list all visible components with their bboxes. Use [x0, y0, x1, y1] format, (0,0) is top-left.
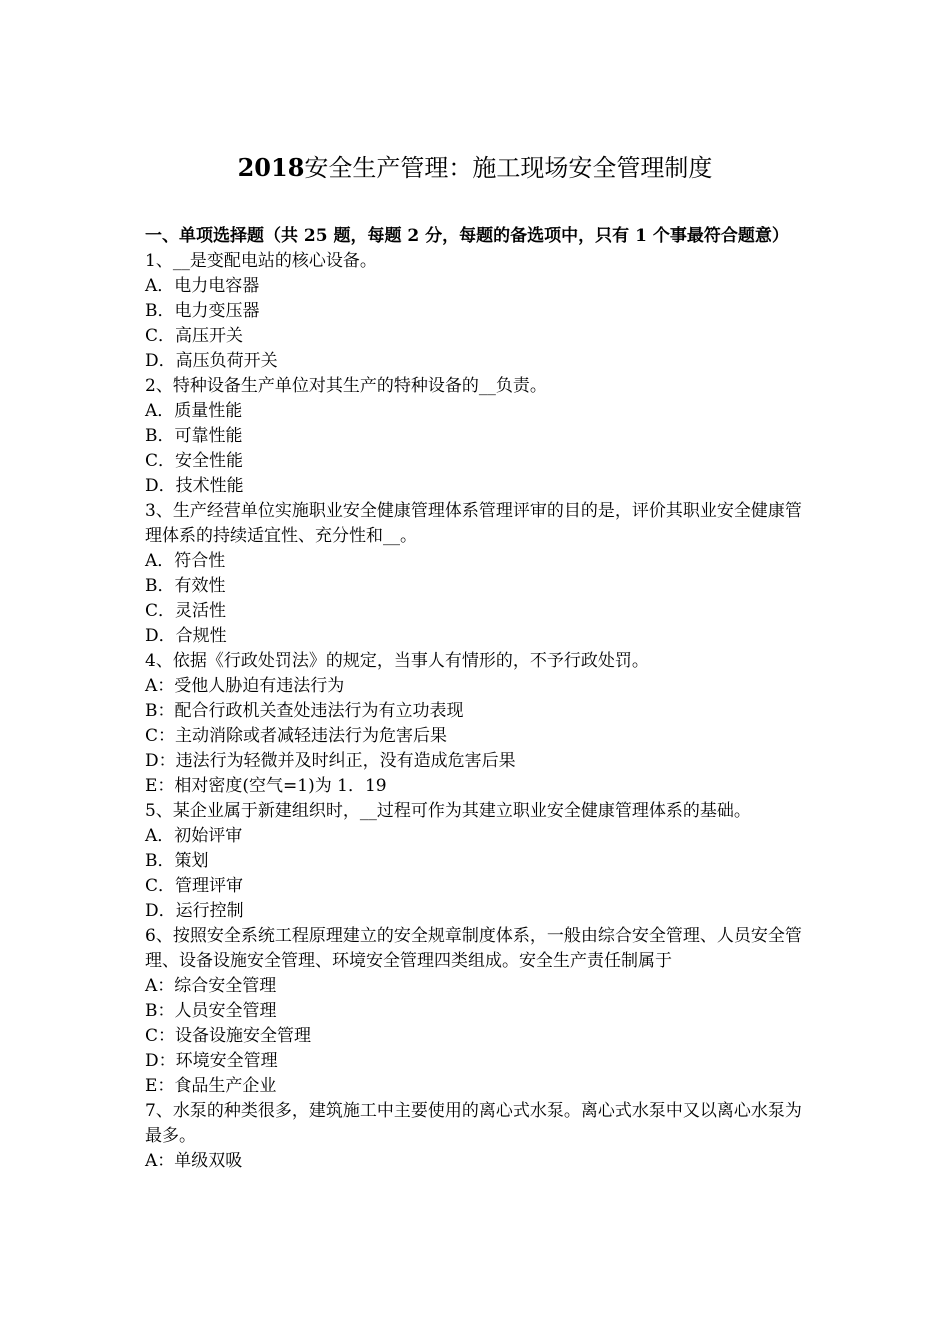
- document-body: [145, 224, 810, 1174]
- question-stem: 4、依据《行政处罚法》的规定，当事人有情形的，不予行政处罚。: [145, 651, 649, 671]
- answer-option: D：违法行为轻微并及时纠正，没有造成危害后果: [145, 751, 516, 771]
- question-stem: 5、某企业属于新建组织时，__过程可作为其建立职业安全健康管理体系的基础。: [145, 801, 751, 821]
- answer-option: A．符合性: [145, 551, 226, 571]
- answer-option: C：主动消除或者减轻违法行为危害后果: [145, 726, 448, 746]
- question-stem: 1、__是变配电站的核心设备。: [145, 251, 377, 271]
- answer-option: D．合规性: [145, 626, 227, 646]
- document-title: [0, 152, 950, 184]
- answer-option: B．可靠性能: [145, 426, 243, 446]
- question-stem: 6、按照安全系统工程原理建立的安全规章制度体系，一般由综合安全管理、人员安全管理、设备设施安全管理、环境安全管理四类组成。安全生产责任制属于: [145, 926, 802, 971]
- answer-option: A．质量性能: [145, 401, 243, 421]
- answer-option: D．运行控制: [145, 901, 244, 921]
- title-text: 安全生产管理：施工现场安全管理制度: [304, 154, 713, 182]
- answer-option: A．初始评审: [145, 826, 243, 846]
- answer-option: D．技术性能: [145, 476, 244, 496]
- answer-option: C．管理评审: [145, 876, 244, 896]
- answer-option: B．有效性: [145, 576, 226, 596]
- answer-option: C．高压开关: [145, 326, 244, 346]
- answer-option: A：单级双吸: [145, 1151, 243, 1171]
- answer-option: A．电力电容器: [145, 276, 260, 296]
- answer-option: A：受他人胁迫有违法行为: [145, 676, 345, 696]
- title-year: 2018: [237, 153, 305, 182]
- answer-option: B．电力变压器: [145, 301, 260, 321]
- question-stem: 2、特种设备生产单位对其生产的特种设备的__负责。: [145, 376, 547, 396]
- answer-option: B：配合行政机关查处违法行为有立功表现: [145, 701, 464, 721]
- section-heading: 一、单项选择题（共 25 题，每题 2 分，每题的备选项中，只有 1 个事最符合题意）: [145, 226, 789, 246]
- question-stem: 7、水泵的种类很多，建筑施工中主要使用的离心式水泵。离心式水泵中又以离心水泵为最多。: [145, 1101, 802, 1146]
- answer-option: D．高压负荷开关: [145, 351, 278, 371]
- question-stem: 3、生产经营单位实施职业安全健康管理体系管理评审的目的是，评价其职业安全健康管理体系的持续适宜性、充分性和__。: [145, 501, 802, 546]
- answer-option: C．安全性能: [145, 451, 244, 471]
- answer-option: E：相对密度(空气=1)为 1．19: [145, 776, 387, 796]
- answer-option: D：环境安全管理: [145, 1051, 278, 1071]
- answer-option: A：综合安全管理: [145, 976, 277, 996]
- answer-option: B：人员安全管理: [145, 1001, 277, 1021]
- answer-option: B．策划: [145, 851, 209, 871]
- answer-option: C．灵活性: [145, 601, 227, 621]
- answer-option: E：食品生产企业: [145, 1076, 277, 1096]
- answer-option: C：设备设施安全管理: [145, 1026, 312, 1046]
